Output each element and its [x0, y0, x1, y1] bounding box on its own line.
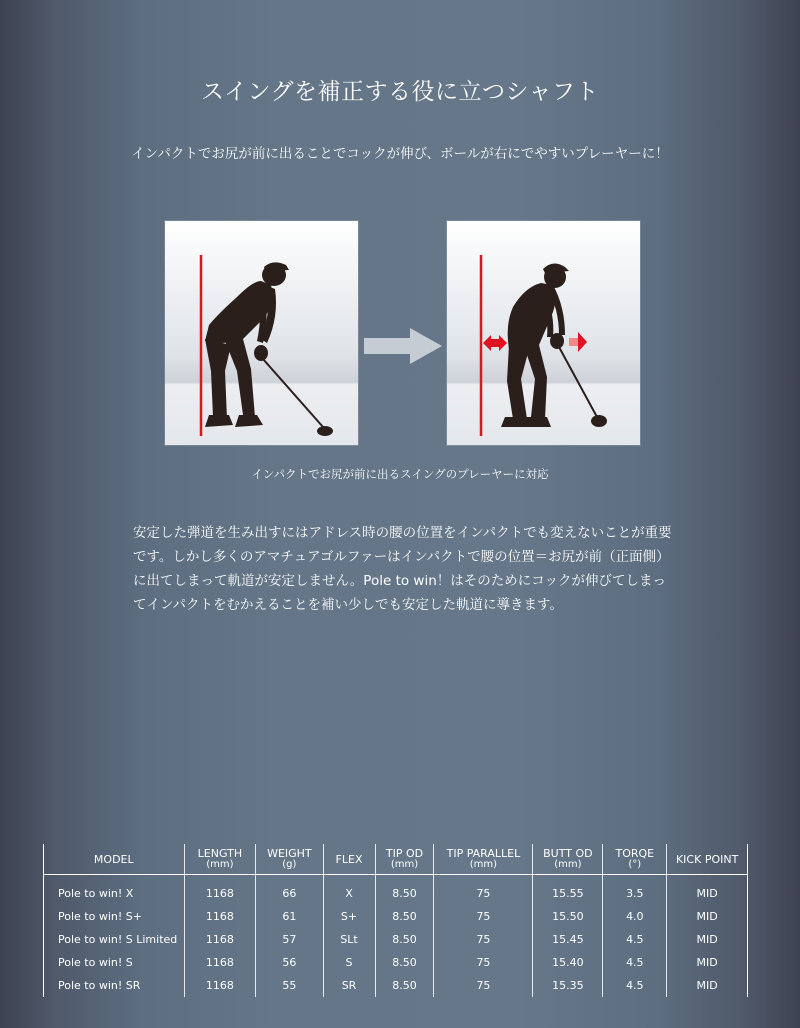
table-cell: 15.45 — [533, 928, 603, 951]
table-cell: 1168 — [184, 974, 256, 997]
column-header-unit: (g) — [282, 859, 297, 870]
column-header — [667, 844, 748, 875]
column-header-unit: (mm) — [390, 859, 419, 870]
table-row — [44, 905, 748, 928]
column-header-label: KICK POINT — [675, 852, 739, 866]
table-cell: Pole to win! X — [44, 875, 185, 906]
column-header — [44, 844, 185, 875]
column-header-unit: (mm) — [206, 859, 234, 870]
column-header-unit: (mm) — [469, 859, 498, 870]
description-text: 安定した弾道を生み出すにはアドレス時の腰の位置をインパクトでも変えないことが重要です。しかし多くのアマチュアゴルファーはインパクトで腰の位置＝お尻が前（正面側）に出てしまって軌道が安定しません。Pole to win！はそのためにコックが伸びてしまってインパクトをむかえることを補い少しでも安定した軌道に導きます。 — [133, 524, 672, 613]
table-cell: 75 — [434, 875, 533, 906]
table-row — [44, 951, 748, 974]
column-header-label: WEIGHT — [267, 847, 312, 860]
table-row — [44, 875, 748, 906]
table-cell: S — [323, 951, 375, 974]
column-header — [184, 844, 256, 875]
hip-shift-arrow-icon — [483, 335, 507, 351]
table-cell: SR — [323, 974, 375, 997]
table-cell: 8.50 — [375, 905, 434, 928]
table-cell: MID — [667, 974, 748, 997]
table-cell: 1168 — [184, 951, 256, 974]
table-cell: 8.50 — [375, 875, 434, 906]
column-header-label: FLEX — [335, 852, 363, 866]
spec-table-header-row — [44, 844, 748, 875]
table-cell: Pole to win! S Limited — [44, 928, 185, 951]
table-cell: MID — [667, 951, 748, 974]
table-row — [44, 928, 748, 951]
page-title: スイングを補正する役に立つシャフト — [200, 79, 600, 106]
table-cell: Pole to win! S+ — [44, 905, 185, 928]
table-cell: 66 — [256, 875, 323, 906]
right-arrow-icon — [364, 328, 442, 364]
table-cell: 55 — [256, 974, 323, 997]
table-cell: 15.55 — [533, 875, 603, 906]
column-header-label: TORQE — [615, 847, 655, 860]
column-header — [603, 844, 667, 875]
table-cell: 15.50 — [533, 905, 603, 928]
table-row — [44, 974, 748, 997]
table-cell: 75 — [434, 905, 533, 928]
address-posture-panel — [165, 221, 358, 445]
table-cell: Pole to win! SR — [44, 974, 185, 997]
table-cell: 75 — [434, 928, 533, 951]
spec-table — [43, 844, 748, 997]
table-cell: 1168 — [184, 905, 256, 928]
table-cell: MID — [667, 928, 748, 951]
table-cell: Pole to win! S — [44, 951, 185, 974]
table-cell: 75 — [434, 951, 533, 974]
column-header-label: TIP OD — [385, 847, 424, 860]
illustration-caption: インパクトでお尻が前に出るスイングのプレーヤーに対応 — [251, 467, 549, 481]
table-cell: 3.5 — [603, 875, 667, 906]
table-cell: 4.5 — [603, 974, 667, 997]
table-cell: MID — [667, 905, 748, 928]
spec-table-body — [44, 875, 748, 998]
column-header-label: BUTT OD — [543, 847, 593, 860]
column-header-label: TIP PARALLEL — [446, 847, 521, 860]
golfer-impact-icon — [447, 221, 640, 445]
golfer-address-icon — [165, 221, 358, 445]
subtitle: インパクトでお尻が前に出ることでコックが伸び、ボールが右にでやすいプレーヤーに！ — [131, 146, 669, 162]
column-header-unit: (°) — [628, 859, 642, 870]
column-header — [434, 844, 533, 875]
table-cell: 1168 — [184, 928, 256, 951]
forward-arrow-icon — [569, 332, 587, 352]
column-header — [323, 844, 375, 875]
table-cell: 61 — [256, 905, 323, 928]
column-header-label: LENGTH — [197, 847, 243, 860]
table-cell: 4.5 — [603, 928, 667, 951]
column-header-label: MODEL — [93, 852, 134, 866]
table-cell: 75 — [434, 974, 533, 997]
table-cell: SLt — [323, 928, 375, 951]
column-header-unit: (mm) — [554, 859, 582, 870]
impact-posture-panel — [447, 221, 640, 445]
table-cell: 4.0 — [603, 905, 667, 928]
table-cell: 15.35 — [533, 974, 603, 997]
table-cell: S+ — [323, 905, 375, 928]
table-cell: 8.50 — [375, 974, 434, 997]
table-cell: 4.5 — [603, 951, 667, 974]
table-cell: X — [323, 875, 375, 906]
table-cell: 8.50 — [375, 928, 434, 951]
table-cell: 56 — [256, 951, 323, 974]
column-header — [533, 844, 603, 875]
table-cell: 1168 — [184, 875, 256, 906]
table-cell: 15.40 — [533, 951, 603, 974]
table-cell: MID — [667, 875, 748, 906]
column-header — [375, 844, 434, 875]
column-header — [256, 844, 323, 875]
table-cell: 8.50 — [375, 951, 434, 974]
table-cell: 57 — [256, 928, 323, 951]
